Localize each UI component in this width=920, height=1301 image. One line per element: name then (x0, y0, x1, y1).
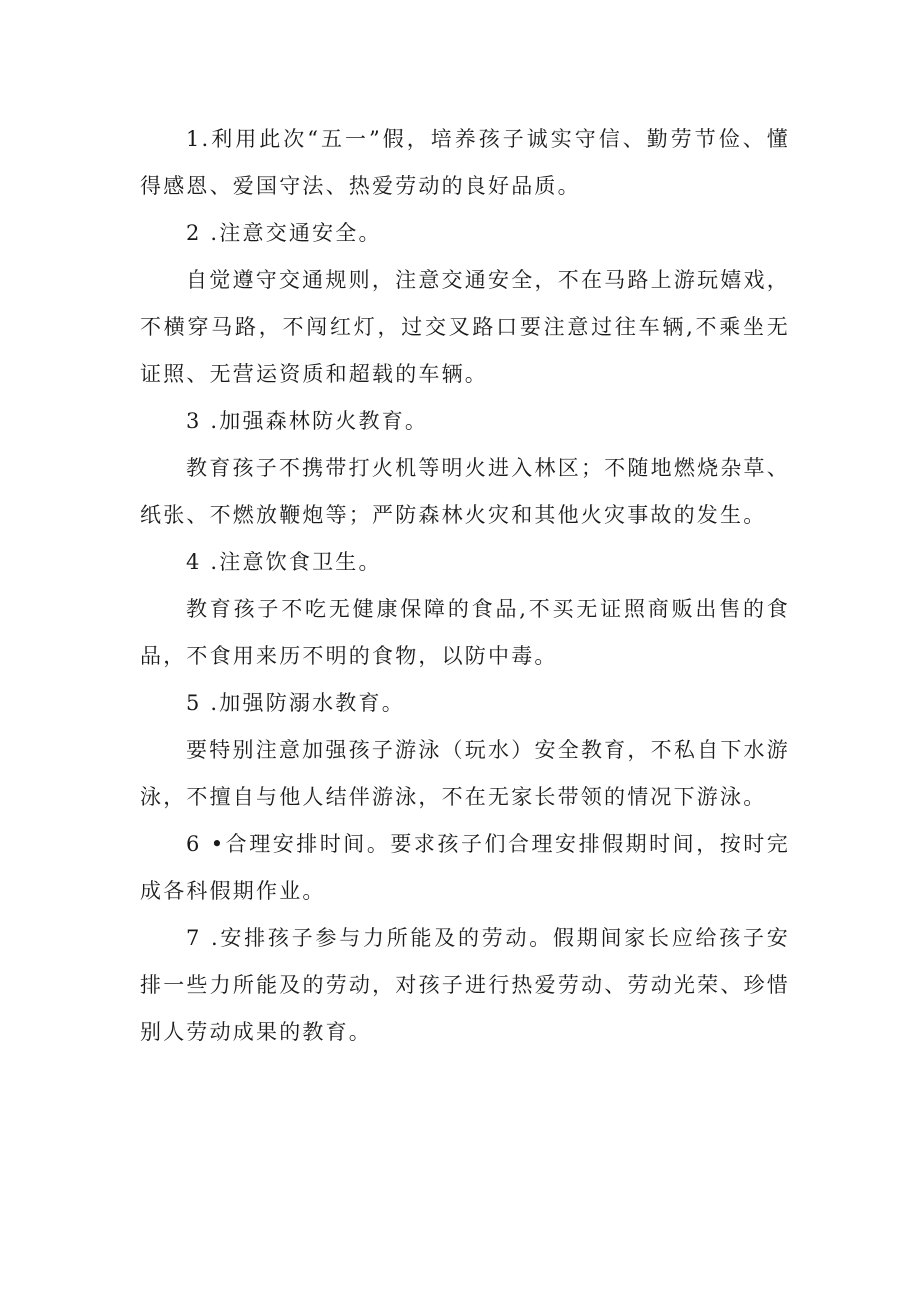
item-2-body-traffic-safety: 自觉遵守交通规则，注意交通安全，不在马路上游玩嬉戏，不横穿马路，不闯红灯，过交叉路口要注意过往车辆,不乘坐无证照、无营运资质和超载的车辆。 (140, 268, 790, 386)
item-4-heading-food-hygiene: 4 .注意饮食卫生。 (186, 550, 382, 574)
item-7-labor-participation: 7 .安排孩子参与力所能及的劳动。假期间家长应给孩子安排一些力所能及的劳动，对孩子进行热爱劳动、劳动光荣、珍惜别人劳动成果的教育。 (140, 926, 790, 1044)
item-5-heading-drowning-prevention: 5 .加强防溺水教育。 (186, 691, 405, 715)
item-2-heading-traffic-safety: 2 .注意交通安全。 (186, 221, 382, 245)
item-3-body-fire-prevention: 教育孩子不携带打火机等明火进入林区；不随地燃烧杂草、纸张、不燃放鞭炮等；严防森林火灾和其他火灾事故的发生。 (140, 456, 790, 527)
item-1-cultivate-qualities: 1.利用此次“五一”假，培养孩子诚实守信、勤劳节俭、懂得感恩、爱国守法、热爱劳动的良好品质。 (140, 127, 790, 198)
item-3-heading-fire-prevention: 3 .加强森林防火教育。 (186, 409, 429, 433)
item-4-body-food-hygiene: 教育孩子不吃无健康保障的食品,不买无证照商贩出售的食品，不食用来历不明的食物，以防中毒。 (140, 597, 790, 668)
item-6-time-arrangement: 6 •合理安排时间。要求孩子们合理安排假期时间，按时完成各科假期作业。 (140, 832, 790, 903)
document-body (140, 116, 790, 1056)
item-5-body-drowning-prevention: 要特别注意加强孩子游泳（玩水）安全教育，不私自下水游泳，不擅自与他人结伴游泳，不在无家长带领的情况下游泳。 (140, 738, 790, 809)
